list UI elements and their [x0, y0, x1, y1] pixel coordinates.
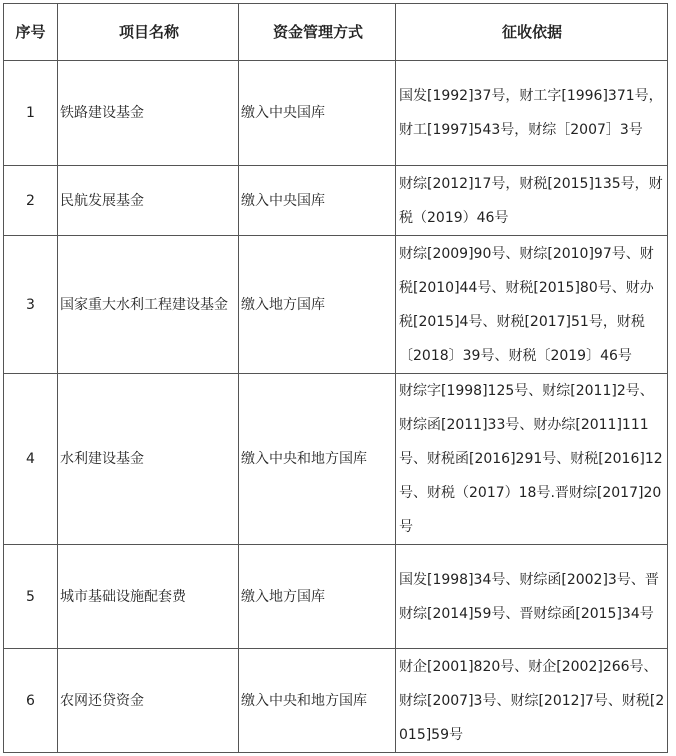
- row-name: 农网还贷资金: [58, 649, 239, 753]
- row-name: 城市基础设施配套费: [58, 545, 239, 649]
- row-mode: 缴入中央国库: [239, 61, 396, 166]
- table-row: [4, 166, 668, 236]
- header-mode: 资金管理方式: [239, 4, 396, 61]
- table-row: [4, 61, 668, 166]
- row-basis: 财企[2001]820号、财企[2002]266号、财综[2007]3号、财综[2012]7号、财税[2015]59号: [396, 649, 668, 753]
- row-name: 水利建设基金: [58, 374, 239, 545]
- row-name: 铁路建设基金: [58, 61, 239, 166]
- table-row: [4, 545, 668, 649]
- header-name: 项目名称: [58, 4, 239, 61]
- row-no: 1: [4, 61, 58, 166]
- table-row: [4, 236, 668, 374]
- row-no: 3: [4, 236, 58, 374]
- row-mode: 缴入中央国库: [239, 166, 396, 236]
- row-name: 国家重大水利工程建设基金: [58, 236, 239, 374]
- row-name: 民航发展基金: [58, 166, 239, 236]
- row-basis: 财综[2012]17号，财税[2015]135号，财税（2019）46号: [396, 166, 668, 236]
- row-no: 2: [4, 166, 58, 236]
- row-no: 6: [4, 649, 58, 753]
- header-row: [4, 4, 668, 61]
- row-basis: 财综[2009]90号、财综[2010]97号、财税[2010]44号、财税[2015]80号、财办税[2015]4号、财税[2017]51号，财税〔2018〕39号、财税〔2019〕46号: [396, 236, 668, 374]
- row-no: 4: [4, 374, 58, 545]
- row-mode: 缴入中央和地方国库: [239, 649, 396, 753]
- row-mode: 缴入地方国库: [239, 236, 396, 374]
- row-basis: 国发[1992]37号，财工字[1996]371号，财工[1997]543号，财综［2007］3号: [396, 61, 668, 166]
- row-basis: 财综字[1998]125号、财综[2011]2号、财综函[2011]33号、财办综[2011]111号、财税函[2016]291号、财税[2016]12号、财税（2017）18号.晋财综[2017]20号: [396, 374, 668, 545]
- row-basis: 国发[1998]34号、财综函[2002]3号、晋财综[2014]59号、晋财综函[2015]34号: [396, 545, 668, 649]
- table-row: [4, 649, 668, 753]
- header-basis: 征收依据: [396, 4, 668, 61]
- row-mode: 缴入地方国库: [239, 545, 396, 649]
- header-no: 序号: [4, 4, 58, 61]
- row-mode: 缴入中央和地方国库: [239, 374, 396, 545]
- fund-table: [3, 3, 668, 753]
- row-no: 5: [4, 545, 58, 649]
- table-row: [4, 374, 668, 545]
